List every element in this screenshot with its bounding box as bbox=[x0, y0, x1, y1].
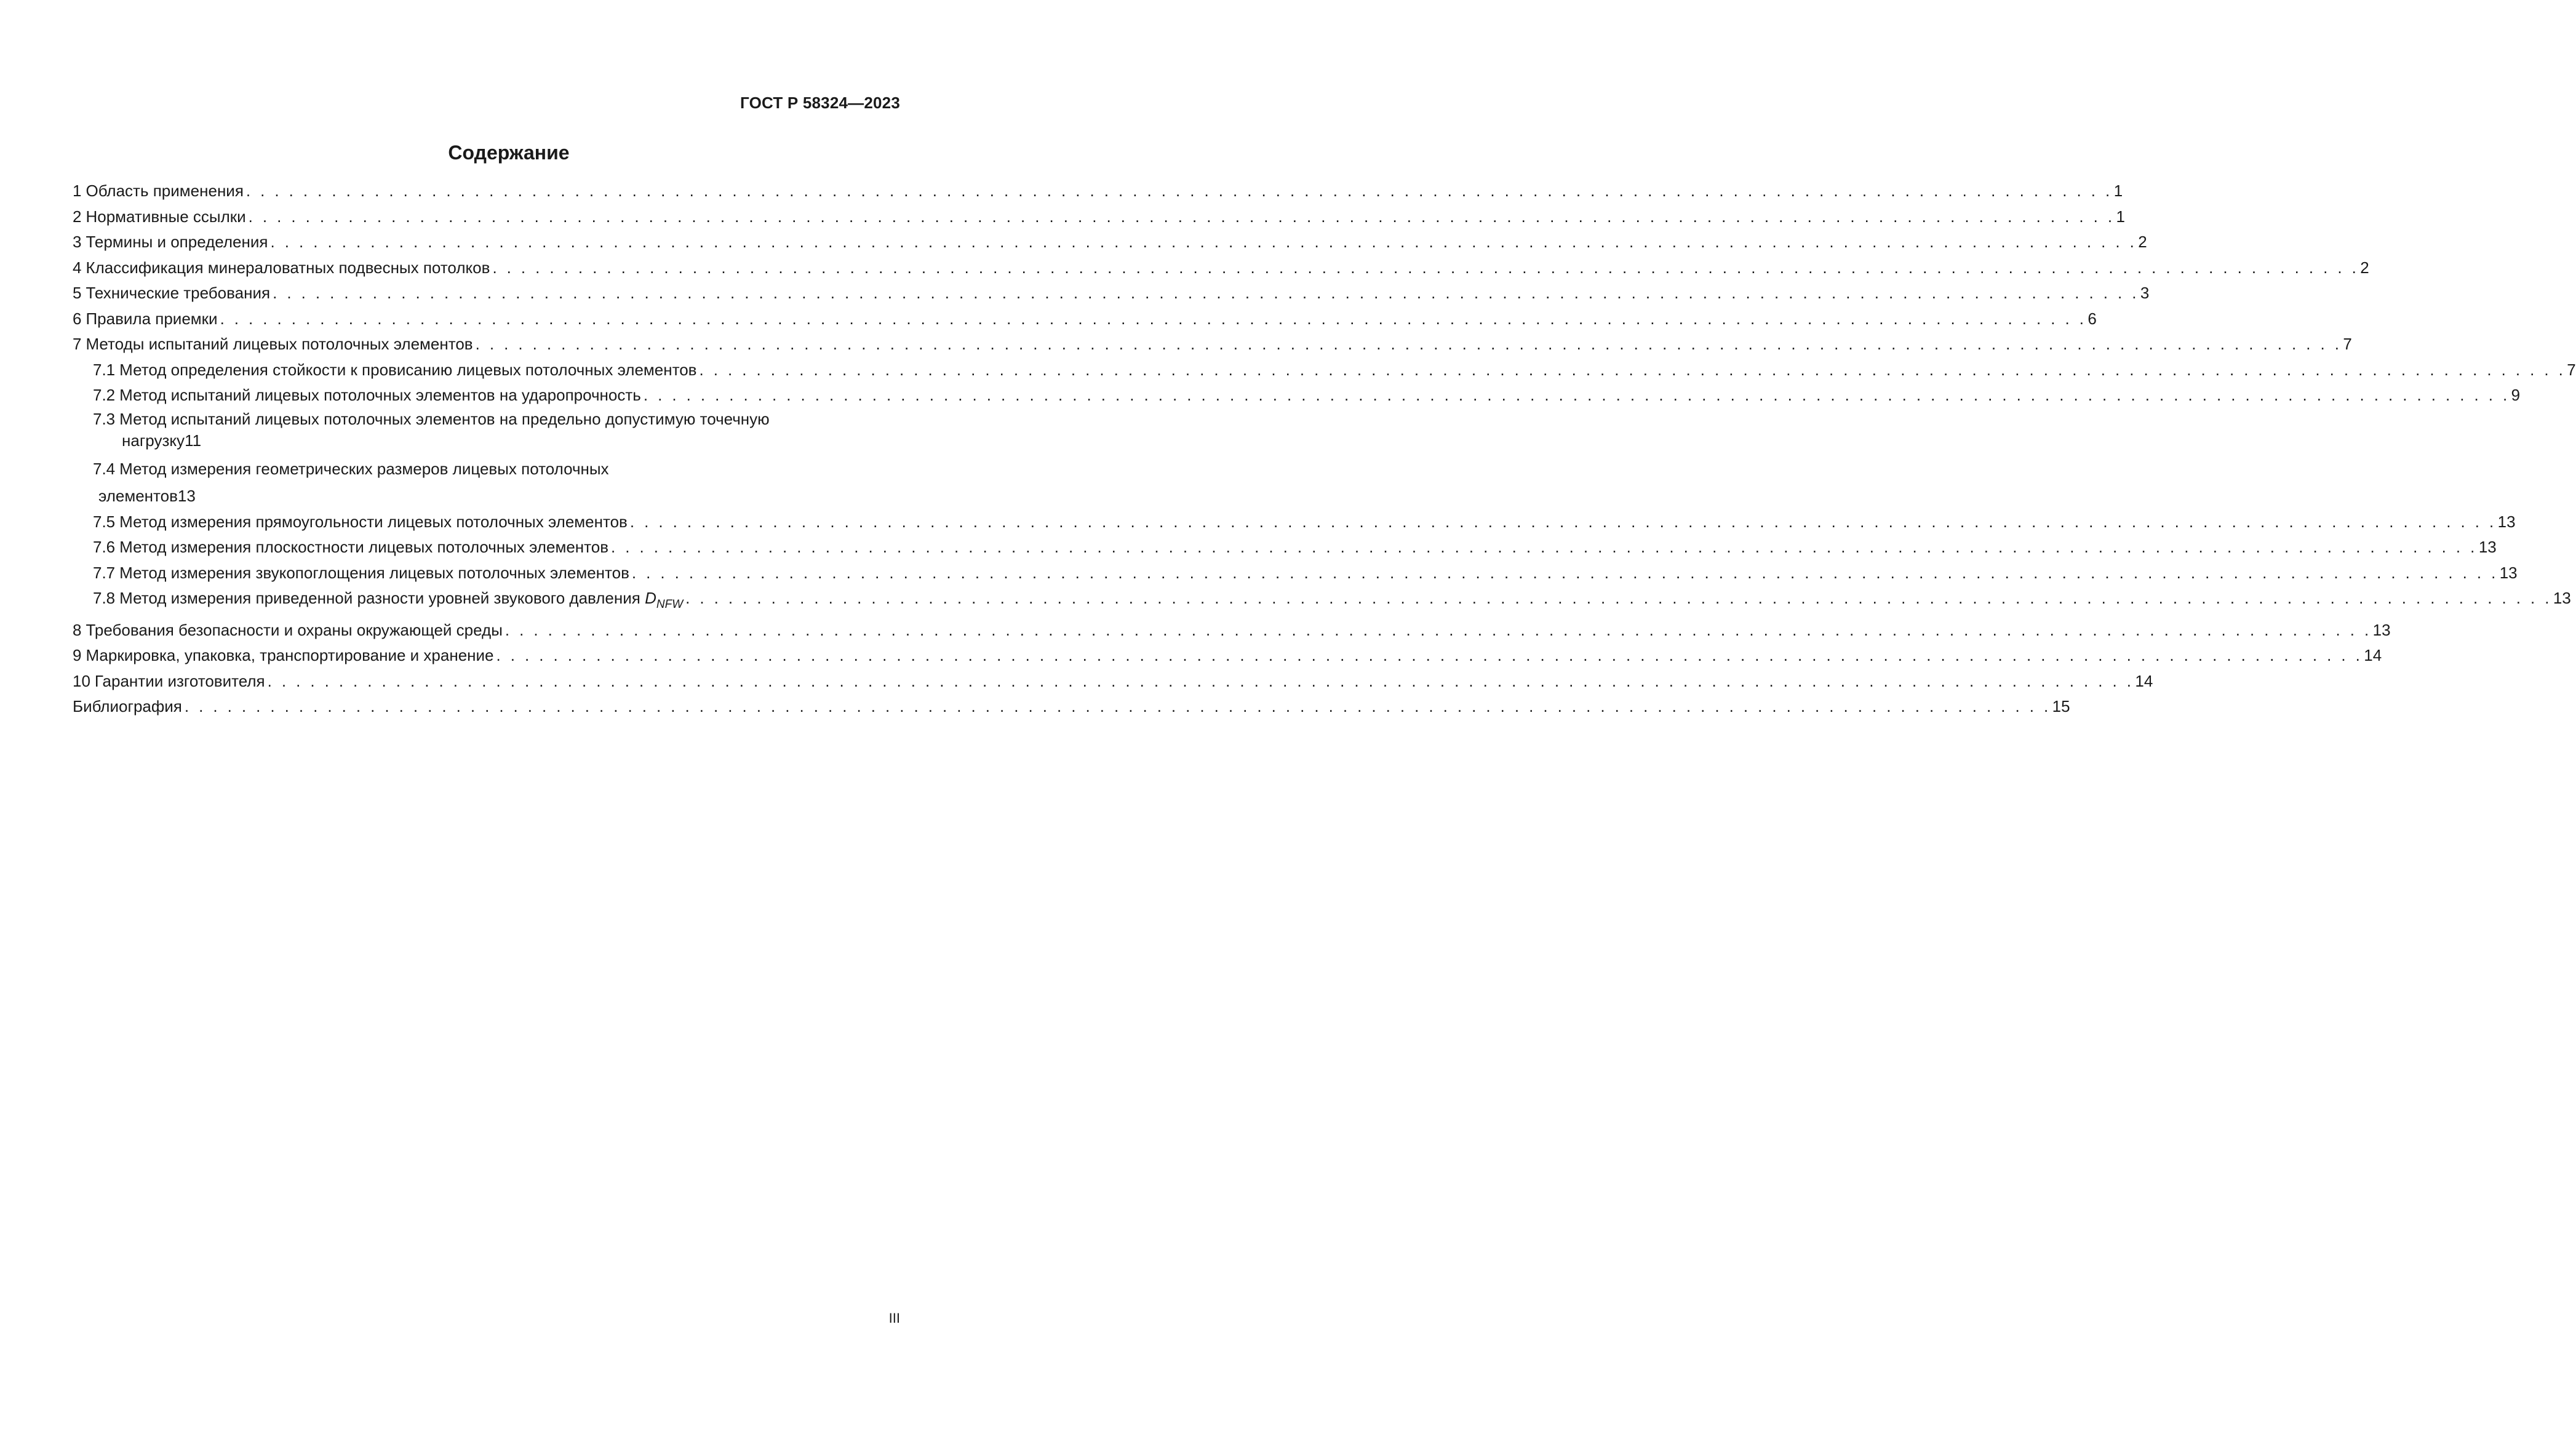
toc-entry-page: 1 bbox=[2116, 207, 2125, 226]
toc-entry-label-line2: нагрузку bbox=[122, 431, 185, 450]
toc-entry-7-4[interactable] bbox=[73, 455, 903, 509]
toc-entry-4[interactable] bbox=[73, 255, 2369, 281]
toc-leader-dots bbox=[492, 255, 2359, 281]
toc-entry-7-2[interactable] bbox=[73, 383, 2521, 409]
toc-entry-page: 2 bbox=[2360, 258, 2369, 277]
toc-entry-page: 6 bbox=[2088, 309, 2097, 328]
toc-entry-label-text: Метод измерения приведенной разности уровней звукового давления bbox=[119, 589, 640, 607]
toc-entry-7[interactable] bbox=[73, 332, 2352, 357]
toc-leader-dots bbox=[496, 643, 2363, 669]
toc-leader-dots bbox=[630, 509, 2497, 535]
toc-entry-number: 8 bbox=[73, 620, 82, 639]
toc-entry-label: Метод испытаний лицевых потолочных элементов на ударопрочность bbox=[119, 386, 641, 404]
toc-leader-dots bbox=[185, 694, 2051, 720]
toc-entry-label: Требования безопасности и охраны окружающей среды bbox=[86, 620, 503, 639]
toc-entry-page: 11 bbox=[185, 431, 202, 450]
toc-leader-dots bbox=[632, 560, 2498, 586]
toc-leader-dots bbox=[220, 306, 2087, 332]
toc-entry-label: Библиография bbox=[73, 697, 182, 716]
symbol-d: D bbox=[645, 589, 656, 607]
toc-entry-page: 13 bbox=[2499, 563, 2518, 582]
toc-entry-bibliography[interactable] bbox=[73, 694, 2070, 720]
symbol-subscript: NFW bbox=[656, 598, 684, 611]
toc-entry-page: 7 bbox=[2567, 360, 2576, 379]
toc-entry-number: 9 bbox=[73, 646, 82, 664]
toc-leader-dots bbox=[273, 281, 2139, 306]
toc-entry-number: 7.7 bbox=[93, 563, 116, 582]
toc-entry-page: 1 bbox=[2113, 181, 2123, 200]
toc-entry-7-1[interactable] bbox=[73, 357, 2576, 383]
toc-entry-9[interactable] bbox=[73, 643, 2382, 669]
toc-leader-dots bbox=[246, 178, 2113, 204]
toc-entry-7-8[interactable] bbox=[73, 586, 2571, 618]
toc-entry-number: 6 bbox=[73, 309, 82, 328]
toc-entry-page: 13 bbox=[2553, 589, 2571, 607]
table-of-contents bbox=[73, 178, 2576, 720]
toc-leader-dots bbox=[699, 357, 2566, 383]
toc-entry-number: 4 bbox=[73, 258, 82, 277]
toc-entry-7-6[interactable] bbox=[73, 535, 2497, 560]
toc-leader-dots bbox=[611, 535, 2478, 560]
toc-entry-label: Метод измерения звукопоглощения лицевых потолочных элементов bbox=[119, 563, 629, 582]
toc-entry-label: Термины и определения bbox=[86, 233, 268, 251]
toc-entry-label: Классификация минераловатных подвесных потолков bbox=[86, 258, 490, 277]
toc-leader-dots bbox=[644, 383, 2510, 409]
toc-entry-label: Метод измерения прямоугольности лицевых потолочных элементов bbox=[119, 512, 628, 531]
toc-entry-page: 13 bbox=[2497, 512, 2516, 531]
toc-entry-page: 9 bbox=[2511, 386, 2521, 404]
toc-entry-6[interactable] bbox=[73, 306, 2097, 332]
toc-entry-number: 10 bbox=[73, 671, 90, 690]
toc-entry-number: 2 bbox=[73, 207, 82, 226]
toc-entry-label: Гарантии изготовителя bbox=[94, 671, 265, 690]
toc-entry-5[interactable] bbox=[73, 281, 2150, 306]
toc-leader-dots bbox=[685, 586, 2552, 612]
toc-entry-number: 1 bbox=[73, 181, 82, 200]
toc-entry-page: 14 bbox=[2135, 671, 2153, 690]
toc-entry-7-5[interactable] bbox=[73, 509, 2516, 535]
page-number: III bbox=[888, 1310, 900, 1326]
toc-leader-dots bbox=[249, 204, 2115, 230]
toc-entry-8[interactable] bbox=[73, 618, 2391, 644]
toc-entry-page: 15 bbox=[2052, 697, 2070, 716]
toc-entry-number: 7.8 bbox=[93, 589, 116, 607]
toc-entry-page: 2 bbox=[2138, 233, 2147, 251]
toc-leader-dots bbox=[505, 618, 2372, 644]
toc-entry-label: Маркировка, упаковка, транспортирование и хранение bbox=[86, 646, 494, 664]
toc-entry-7-3[interactable] bbox=[73, 409, 903, 452]
toc-entry-page: 13 bbox=[2372, 620, 2391, 639]
toc-entry-number: 7 bbox=[73, 335, 82, 353]
toc-title: Содержание bbox=[448, 142, 570, 164]
toc-entry-number: 7.2 bbox=[93, 386, 116, 404]
toc-leader-dots bbox=[270, 229, 2137, 255]
toc-entry-page: 14 bbox=[2364, 646, 2382, 664]
toc-entry-label: Область применения bbox=[86, 181, 244, 200]
toc-entry-3[interactable] bbox=[73, 229, 2147, 255]
toc-entry-page: 3 bbox=[2140, 284, 2150, 302]
toc-entry-label-line2: элементов bbox=[98, 486, 178, 505]
toc-entry-label-line1: Метод измерения геометрических размеров лицевых потолочных bbox=[119, 459, 609, 478]
toc-entry-number: 7.1 bbox=[93, 360, 116, 379]
toc-entry-number: 7.6 bbox=[93, 538, 116, 556]
toc-entry-number: 7.3 bbox=[93, 409, 116, 428]
toc-entry-page: 13 bbox=[2478, 538, 2497, 556]
toc-entry-label-line1: Метод испытаний лицевых потолочных элементов на предельно допустимую точечную bbox=[119, 409, 770, 428]
toc-entry-label: Технические требования bbox=[86, 284, 271, 302]
toc-entry-10[interactable] bbox=[73, 669, 2153, 695]
toc-entry-label: Методы испытаний лицевых потолочных элементов bbox=[86, 335, 473, 353]
toc-entry-number: 7.4 bbox=[93, 459, 116, 478]
toc-entry-2[interactable] bbox=[73, 204, 2125, 230]
toc-entry-label: Нормативные ссылки bbox=[86, 207, 246, 226]
document-code: ГОСТ Р 58324—2023 bbox=[740, 94, 900, 112]
toc-entry-page: 13 bbox=[177, 486, 196, 505]
toc-entry-page: 7 bbox=[2343, 335, 2352, 353]
toc-entry-number: 3 bbox=[73, 233, 82, 251]
toc-leader-dots bbox=[268, 669, 2134, 695]
toc-leader-dots bbox=[476, 332, 2342, 357]
toc-entry-number: 7.5 bbox=[93, 512, 116, 531]
toc-entry-label: Правила приемки bbox=[86, 309, 218, 328]
toc-entry-1[interactable] bbox=[73, 178, 2123, 204]
toc-entry-label: Метод измерения плоскостности лицевых потолочных элементов bbox=[119, 538, 609, 556]
toc-entry-label: Метод определения стойкости к провисанию лицевых потолочных элементов bbox=[119, 360, 697, 379]
toc-entry-number: 5 bbox=[73, 284, 82, 302]
toc-entry-label bbox=[119, 586, 683, 618]
toc-entry-7-7[interactable] bbox=[73, 560, 2518, 586]
